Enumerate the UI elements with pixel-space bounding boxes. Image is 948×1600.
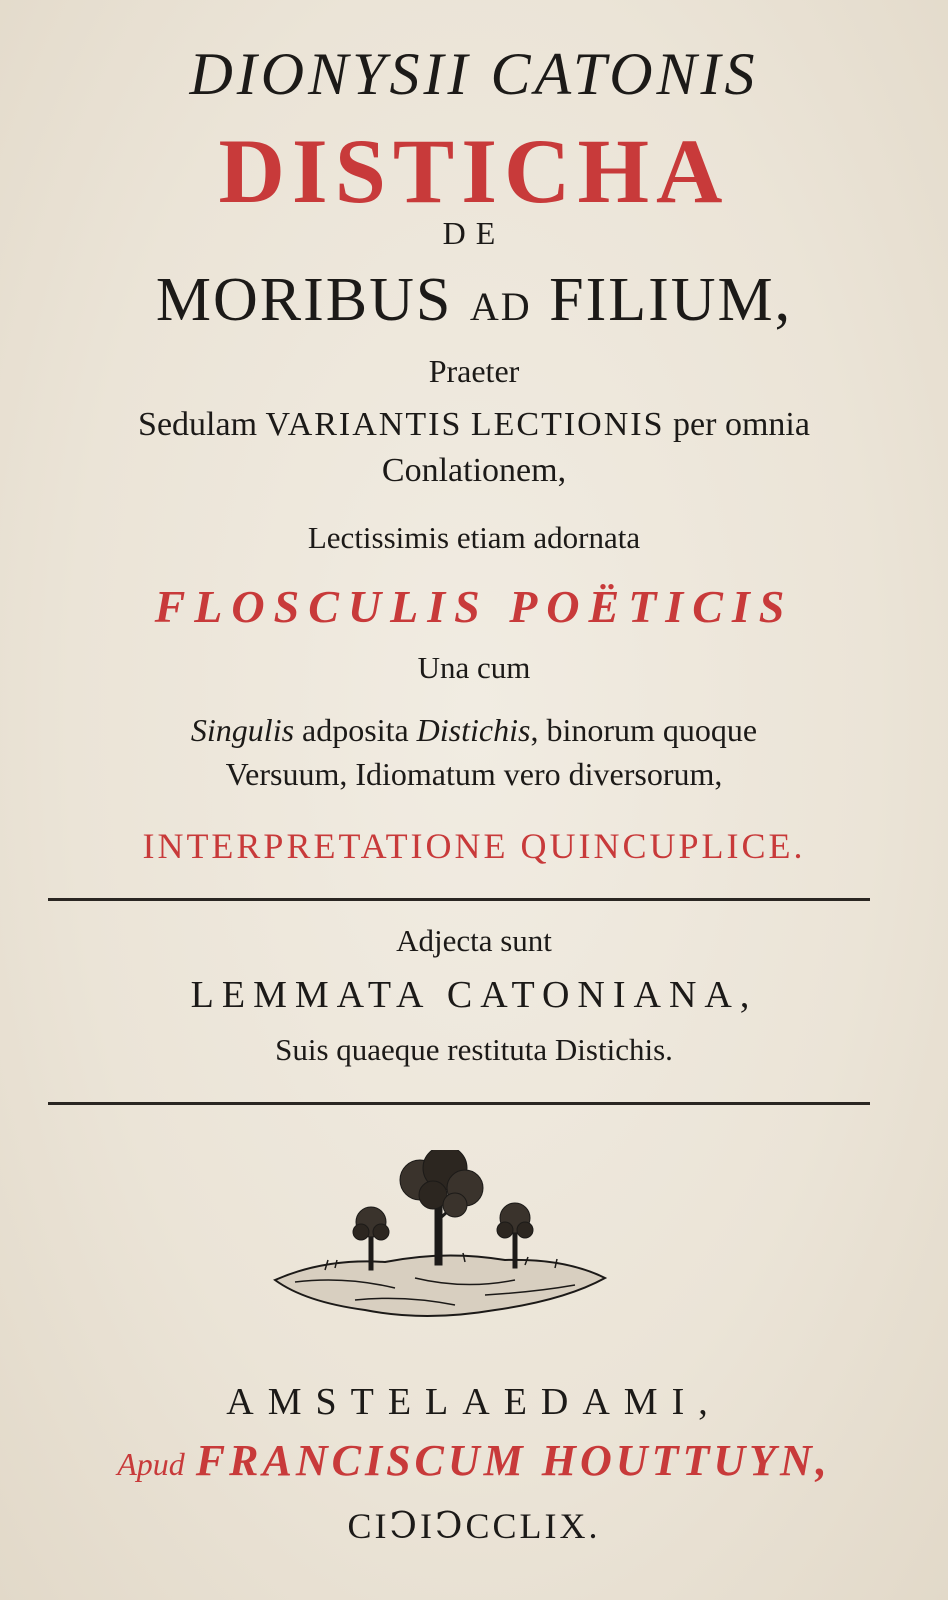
- lectissimis-line: [0, 520, 948, 556]
- flosculis-poeticis: FLOSCULIS POËTICIS: [154, 581, 794, 632]
- praeter: Praeter: [428, 353, 520, 389]
- distichis-word: Distichis: [416, 712, 531, 748]
- author: DIONYSII CATONIS: [189, 41, 759, 107]
- publisher-name: FRANCISCUM HOUTTUYN,: [195, 1436, 831, 1485]
- de-line: [0, 215, 948, 252]
- de-word: DE: [442, 215, 506, 251]
- imprint-year: CIↃIↃCCLIX.: [347, 1506, 601, 1546]
- city-line: [0, 1380, 948, 1424]
- subtitle-line: [0, 265, 948, 336]
- adjecta-sunt: Adjecta sunt: [396, 923, 552, 958]
- versuum-line: [0, 756, 948, 793]
- year-line: [0, 1505, 948, 1547]
- author-line: [0, 40, 948, 109]
- subtitle-ad: AD: [469, 284, 532, 329]
- lectissimis: Lectissimis etiam adornata: [307, 520, 641, 555]
- lemmata-line: [0, 973, 948, 1017]
- subtitle-filium: FILIUM,: [549, 266, 793, 334]
- interpretatione-line: [0, 825, 948, 867]
- imprint-city: AMSTELAEDAMI,: [226, 1381, 722, 1423]
- conlationem: Conlationem,: [381, 452, 567, 489]
- adposita-word: adposita: [302, 712, 409, 748]
- suis-quaeque: Suis quaeque restituta Distichis.: [275, 1032, 673, 1067]
- per-omnia: per omnia: [673, 406, 810, 443]
- subtitle-moribus: MORIBUS: [155, 266, 453, 334]
- publisher-line: [0, 1435, 948, 1486]
- divider-top: [48, 898, 870, 901]
- adjecta-line: [0, 923, 948, 959]
- praeter-line: [0, 353, 948, 390]
- variantis-word: VARIANTIS: [265, 406, 463, 443]
- lectionis-word: LECTIONIS: [470, 406, 665, 443]
- flosculis-line: [0, 580, 948, 633]
- title: DISTICHA: [218, 120, 730, 222]
- binorum-quoque: , binorum quoque: [530, 712, 758, 748]
- divider-bottom: [48, 1102, 870, 1105]
- singulis-word: Singulis: [190, 712, 295, 748]
- title-line: [0, 118, 948, 224]
- conlationem-line: [0, 452, 948, 490]
- apud-word: Apud: [117, 1446, 185, 1482]
- una-cum: Una cum: [417, 650, 531, 685]
- woodcut-trees-ornament: [265, 1150, 615, 1350]
- singulis-line: [0, 712, 948, 749]
- sedulam-line: [0, 406, 948, 444]
- una-cum-line: [0, 650, 948, 686]
- interpretatione-quincuplice: INTERPRETATIONE QUINCUPLICE.: [142, 826, 806, 866]
- versuum: Versuum, Idiomatum vero diversorum,: [225, 756, 723, 792]
- sedulam-word: Sedulam: [138, 406, 258, 443]
- lemmata-catoniana: LEMMATA CATONIANA,: [190, 974, 758, 1016]
- suis-line: [0, 1032, 948, 1068]
